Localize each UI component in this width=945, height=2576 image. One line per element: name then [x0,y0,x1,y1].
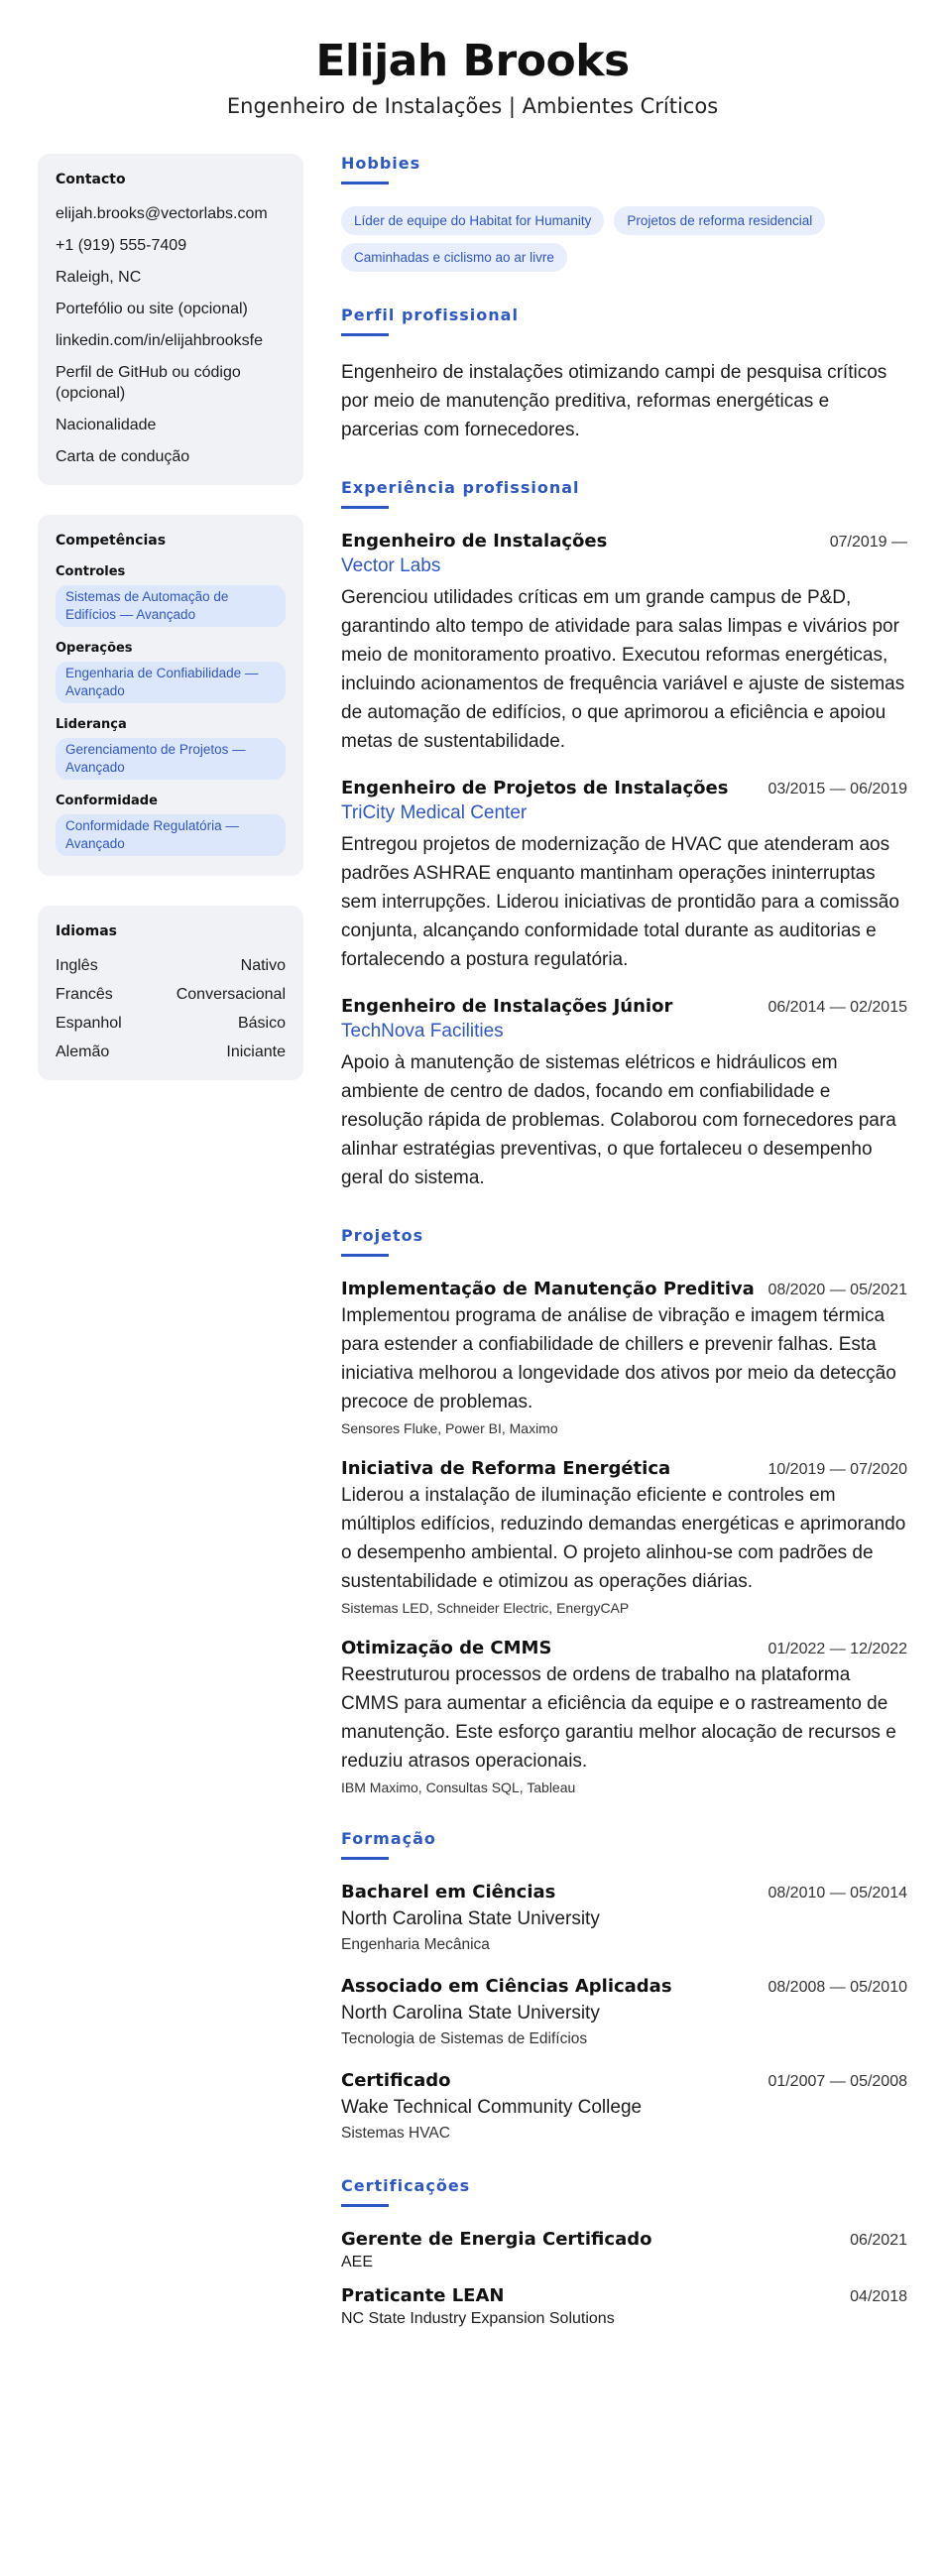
section-title: Formação [341,1829,436,1848]
education-entry [341,1882,907,1954]
main-content [341,154,907,2362]
contact-email[interactable]: elijah.brooks@vectorlabs.com [56,205,268,222]
project-dates: 01/2022 — 12/2022 [768,1641,907,1657]
company-name: TechNova Facilities [341,1021,504,1042]
project-description: Liderou a instalação de iluminação eficiente e controles em múltiplos edifícios, reduzindo demandas energéticas e aprimorando o desempenho ambiental. O projeto alinhou-se com padrões de sustentabilidade e otimizou as operações diárias. [341,1485,906,1592]
certifications-section [341,2176,907,2328]
certification-issuer: NC State Industry Expansion Solutions [341,2310,615,2327]
project-technologies: IBM Maximo, Consultas SQL, Tableau [341,1779,576,1795]
skill-group-title: Conformidade [56,794,158,808]
project-dates: 10/2019 — 07/2020 [768,1461,907,1478]
profile-summary: Engenheiro de instalações otimizando campi de pesquisa críticos por meio de manutenção preditiva, reformas energéticas e parcerias com fornecedores. [341,362,887,440]
hobbies-section [341,154,907,272]
hobby-tags [341,206,907,272]
project-description: Reestruturou processos de ordens de trabalho na plataforma CMMS para aumentar a eficiência da equipe e o rastreamento de manutenção. Este esforço garantiu melhor alocação de recursos e reduziu atrasos operacionais. [341,1664,896,1772]
contact-nationality: Nacionalidade [56,417,157,433]
language-name: Inglês [56,957,98,974]
skill-group [56,794,286,856]
field-of-study: Tecnologia de Sistemas de Edifícios [341,2030,588,2047]
projects-section [341,1226,907,1795]
skill-pill: Gerenciamento de Projetos — Avançado [56,738,286,780]
job-dates: 03/2015 — 06/2019 [768,781,907,797]
project-entry [341,1279,907,1436]
candidate-name: Elijah Brooks [315,36,630,86]
hobby-tag: Projetos de reforma residencial [614,206,825,235]
skills-title: Competências [56,533,167,549]
hobby-tag: Líder de equipe do Habitat for Humanity [341,206,604,235]
contact-card [38,154,303,485]
section-divider [341,1857,389,1860]
contact-github[interactable]: Perfil de GitHub ou código (opcional) [56,364,241,402]
contact-portfolio[interactable]: Portefólio ou site (opcional) [56,301,248,317]
skill-pill: Engenharia de Confiabilidade — Avançado [56,662,286,703]
skill-group [56,641,286,703]
project-entry [341,1638,907,1795]
experience-entry [341,778,907,974]
contact-location: Raleigh, NC [56,269,142,286]
section-title: Certificações [341,2176,471,2195]
company-name: TriCity Medical Center [341,802,528,823]
certification-entry [341,2285,907,2328]
education-dates: 08/2008 — 05/2010 [768,1979,907,1996]
language-level: Conversacional [176,986,286,1003]
resume-columns [0,154,945,2362]
language-level: Nativo [240,957,286,974]
degree: Bacharel em Ciências [341,1882,556,1902]
skill-pill: Conformidade Regulatória — Avançado [56,814,286,856]
languages-card [38,906,303,1080]
degree: Associado em Ciências Aplicadas [341,1976,672,1997]
certification-name: Praticante LEAN [341,2285,505,2306]
section-title: Perfil profissional [341,306,519,324]
project-dates: 08/2020 — 05/2021 [768,1282,907,1298]
section-divider [341,1254,389,1257]
language-level: Básico [237,1015,286,1032]
sidebar [38,154,303,2362]
certification-issuer: AEE [341,2254,374,2270]
language-level: Iniciante [226,1043,286,1060]
project-technologies: Sensores Fluke, Power BI, Maximo [341,1420,558,1436]
section-title: Hobbies [341,154,421,173]
language-name: Alemão [56,1043,110,1060]
project-description: Implementou programa de análise de vibração e imagem térmica para estender a confiabilidade de chillers e prevenir falhas. Esta iniciativa melhorou a longevidade dos ativos por meio da detecção precoce de problemas. [341,1305,896,1412]
project-name: Iniciativa de Reforma Energética [341,1458,671,1479]
certification-entry [341,2229,907,2271]
section-divider [341,506,389,509]
job-dates: 07/2019 — [829,534,907,551]
project-name: Otimização de CMMS [341,1638,552,1658]
section-divider [341,2204,389,2207]
contact-phone[interactable]: +1 (919) 555-7409 [56,237,187,254]
job-title: Engenheiro de Instalações [341,531,608,552]
job-description: Entregou projetos de modernização de HVAC que atenderam aos padrões ASHRAE enquanto mantinham operações ininterruptas sem interrupções. Liderou iniciativas de prontidão para a comissão conjunta, alcançando conformidade total durante as auditorias e fortalecendo a postura regulatória. [341,834,899,970]
experience-entry [341,531,907,756]
education-dates: 08/2010 — 05/2014 [768,1885,907,1901]
contact-license: Carta de condução [56,448,190,465]
hobby-tag: Caminhadas e ciclismo ao ar livre [341,243,567,272]
degree: Certificado [341,2070,451,2091]
language-row [56,1042,286,1062]
education-entry [341,1976,907,2048]
section-title: Experiência profissional [341,478,580,497]
language-row [56,955,286,976]
education-dates: 01/2007 — 05/2008 [768,2073,907,2090]
language-name: Francês [56,986,113,1003]
candidate-title: Engenheiro de Instalações | Ambientes Críticos [226,94,719,118]
skills-card [38,515,303,876]
profile-section [341,306,907,444]
job-title: Engenheiro de Projetos de Instalações [341,778,729,798]
job-description: Gerenciou utilidades críticas em um grande campus de P&D, garantindo alto tempo de atividade para salas limpas e vivários por meio de monitoramento proativo. Executou reformas energéticas, incluindo acionamentos de frequência variável e ajuste de sistemas de automação de edifícios, o que aprimorou a eficiência e apoiou metas de sustentabilidade. [341,587,905,752]
certification-name: Gerente de Energia Certificado [341,2229,652,2250]
skill-group-title: Controles [56,564,126,579]
project-name: Implementação de Manutenção Preditiva [341,1279,755,1299]
experience-section [341,478,907,1192]
school-name: Wake Technical Community College [341,2097,643,2118]
section-divider [341,333,389,336]
skill-group [56,564,286,627]
project-entry [341,1458,907,1616]
language-row [56,1013,286,1034]
project-technologies: Sistemas LED, Schneider Electric, EnergyCAP [341,1600,630,1616]
language-row [56,984,286,1005]
skill-group-title: Operações [56,641,133,656]
certification-date: 06/2021 [850,2232,907,2249]
school-name: North Carolina State University [341,1908,600,1929]
skill-group-title: Liderança [56,717,127,732]
section-divider [341,182,389,184]
job-description: Apoio à manutenção de sistemas elétricos e hidráulicos em ambiente de centro de dados, focando em confiabilidade e resolução rápida de problemas. Colaborou com fornecedores para alinhar estratégias preventivas, o que fortaleceu o desempenho geral do sistema. [341,1052,896,1188]
field-of-study: Sistemas HVAC [341,2125,450,2142]
contact-title: Contacto [56,172,126,187]
education-entry [341,2070,907,2143]
language-name: Espanhol [56,1015,122,1032]
experience-entry [341,996,907,1192]
section-title: Projetos [341,1226,424,1245]
job-title: Engenheiro de Instalações Júnior [341,996,673,1017]
company-name: Vector Labs [341,555,441,576]
languages-title: Idiomas [56,923,118,939]
resume-header [0,0,945,118]
certification-date: 04/2018 [850,2288,907,2305]
field-of-study: Engenharia Mecânica [341,1936,490,1953]
school-name: North Carolina State University [341,2003,600,2024]
contact-linkedin[interactable]: linkedin.com/in/elijahbrooksfe [56,332,263,349]
skill-group [56,717,286,780]
skill-pill: Sistemas de Automação de Edifícios — Avançado [56,585,286,627]
job-dates: 06/2014 — 02/2015 [768,999,907,1016]
education-section [341,1829,907,2143]
